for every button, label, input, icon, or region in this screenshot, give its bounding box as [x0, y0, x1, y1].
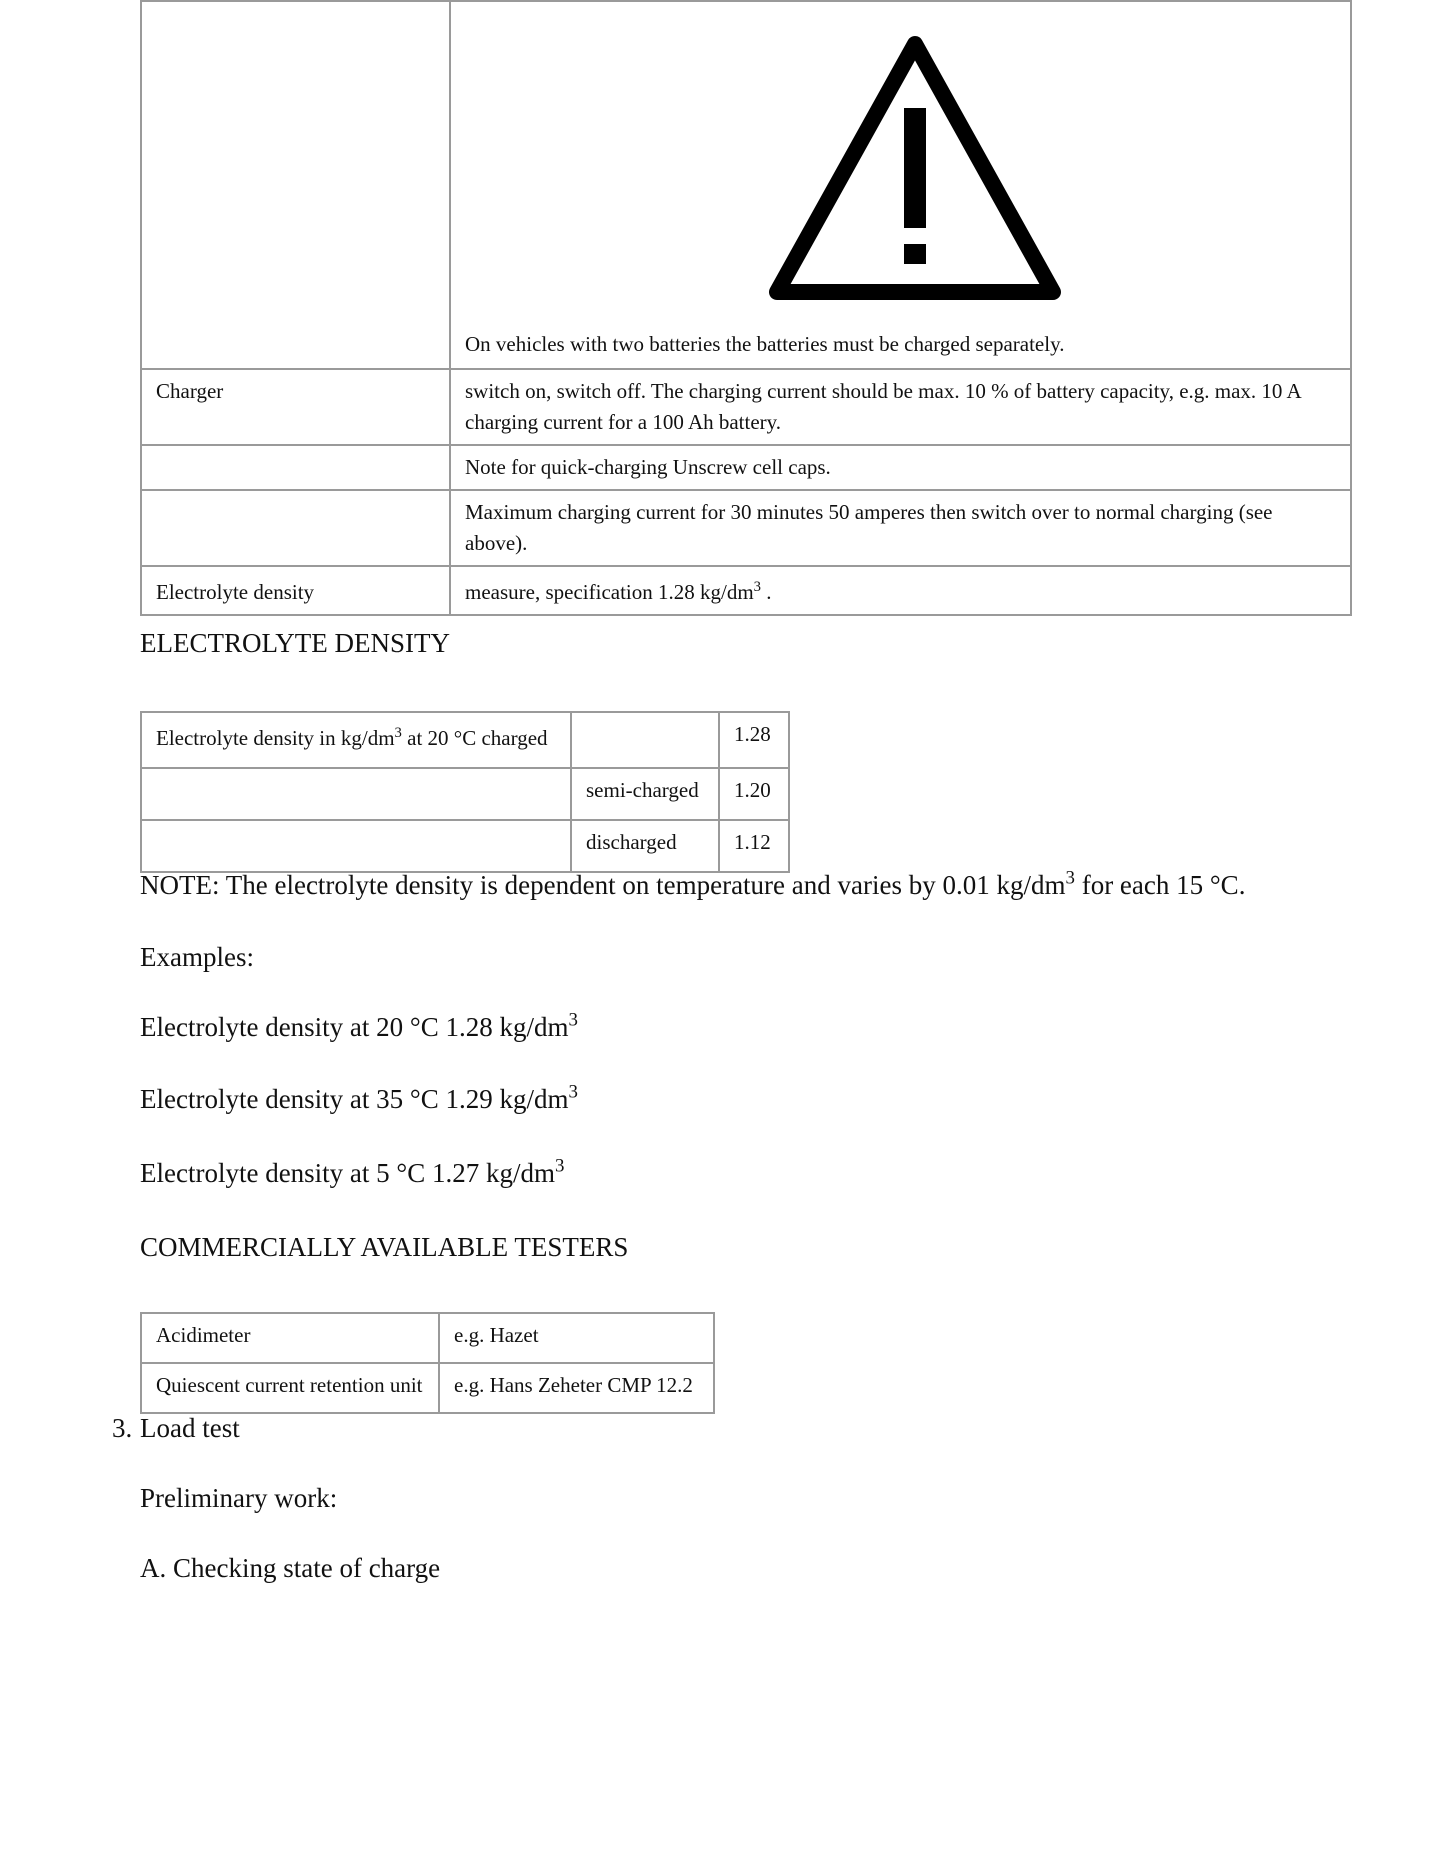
warning-cell [450, 1, 1351, 369]
testers-table [140, 1312, 715, 1414]
table-row [141, 1313, 714, 1363]
row-label [141, 445, 450, 490]
load-test-title: Load test [140, 1413, 240, 1443]
row-text: Maximum charging current for 30 minutes 50 amperes then switch over to normal charging (see above). [450, 490, 1351, 566]
charging-table [140, 0, 1352, 616]
example-line: Electrolyte density at 35 °C 1.29 $kg/dm^3$ [140, 1081, 578, 1114]
density-state [571, 712, 719, 768]
density-state: discharged [571, 820, 719, 872]
density-label: Electrolyte density in $kg/dm^3$ at 20 °C charged [141, 712, 571, 768]
warning-text: On vehicles with two batteries the batteries must be charged separately. [465, 332, 1065, 356]
density-state: semi-charged [571, 768, 719, 820]
warning-icon [765, 30, 1065, 310]
table-row [141, 445, 1351, 490]
table-row [141, 566, 1351, 615]
row-label: Electrolyte density [141, 566, 450, 615]
density-value: 1.20 [719, 768, 789, 820]
examples-label: Examples: [140, 942, 254, 972]
table-row [141, 490, 1351, 566]
section-heading-density: ELECTROLYTE DENSITY [140, 628, 450, 658]
tester-name: Quiescent current retention unit [141, 1363, 439, 1413]
list-number: 3. [112, 1413, 133, 1443]
table-row [141, 768, 789, 820]
density-table [140, 711, 790, 873]
row-label: Charger [141, 369, 450, 445]
row-text: Note for quick-charging Unscrew cell caps. [450, 445, 1351, 490]
table-cell [141, 1, 450, 369]
tester-example: e.g. Hans Zeheter CMP 12.2 [439, 1363, 714, 1413]
row-label [141, 490, 450, 566]
row-text: measure, specification 1.28 $kg/dm^3$ . [450, 566, 1351, 615]
table-row [141, 1, 1351, 369]
table-cell [141, 820, 571, 872]
density-value: 1.12 [719, 820, 789, 872]
step-a: A. Checking state of charge [140, 1553, 441, 1583]
table-row [141, 712, 789, 768]
density-value: 1.28 [719, 712, 789, 768]
section-heading-testers: COMMERCIALLY AVAILABLE TESTERS [140, 1232, 629, 1262]
preliminary-work: Preliminary work: [140, 1483, 338, 1513]
tester-name: Acidimeter [141, 1313, 439, 1363]
tester-example: e.g. Hazet [439, 1313, 714, 1363]
table-cell [141, 768, 571, 820]
example-line: Electrolyte density at 20 °C 1.28 $kg/dm^3$ [140, 1009, 578, 1042]
table-row [141, 820, 789, 872]
density-note: NOTE: The electrolyte density is dependent on temperature and varies by 0.01 $kg/dm^3$ for each 15 °C. [140, 867, 1246, 900]
example-line: Electrolyte density at 5 °C 1.27 $kg/dm^3$ [140, 1155, 565, 1188]
row-text: switch on, switch off. The charging current should be max. 10 % of battery capacity, e.g. max. 10 A charging current for a 100 Ah battery. [450, 369, 1351, 445]
table-row [141, 369, 1351, 445]
table-row [141, 1363, 714, 1413]
